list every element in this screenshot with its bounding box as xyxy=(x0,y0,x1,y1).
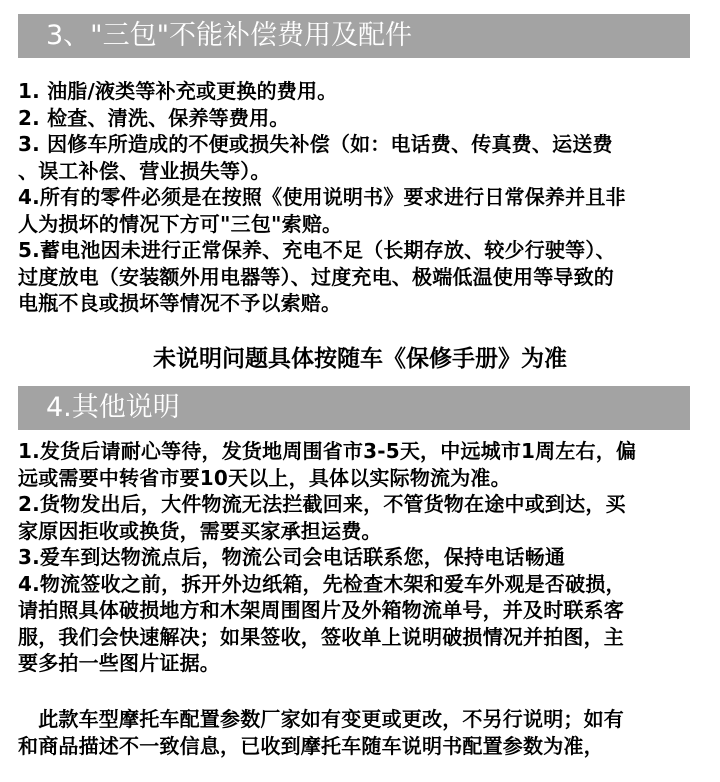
section4-line: 4.物流签收之前，拆开外边纸箱，先检查木架和爱车外观是否破损， xyxy=(18,571,626,596)
section3-line: 人为损坏的情况下方可"三包"索赔。 xyxy=(18,211,343,236)
section4-line: 1.发货后请耐心等待，发货地周围省市3-5天，中远城市1周左右，偏 xyxy=(18,439,637,463)
warranty-manual-note: 未说明问题具体按随车《保修手册》为准 xyxy=(153,346,567,372)
section3-title: 3、"三包"不能补偿费用及配件 xyxy=(46,20,413,51)
section3-line: 电瓶不良或损坏等情况不予以索赔。 xyxy=(18,291,342,315)
section4-body xyxy=(18,438,698,677)
section4-line: 2.货物发出后，大件物流无法拦截回来，不管货物在途中或到达，买 xyxy=(18,492,626,516)
section3-line: 1. 油脂/液类等补充或更换的费用。 xyxy=(18,79,338,103)
section4-line: 远或需要中转省市要10天以上，具体以实际物流为准。 xyxy=(18,465,511,490)
section4-line: 服，我们会快速解决；如果签收，签收单上说明破损情况并拍图，主 xyxy=(18,624,624,649)
section4-line: 请拍照具体破损地方和木架周围图片及外箱物流单号，并及时联系客 xyxy=(18,598,624,622)
section3-line: 2. 检查、清洗、保养等费用。 xyxy=(18,105,290,130)
footer-note xyxy=(18,706,698,759)
section3-body xyxy=(18,78,698,317)
section3-line: 4.所有的零件必须是在按照《使用说明书》要求进行日常保养并且非 xyxy=(18,185,626,209)
section4-header xyxy=(18,386,690,430)
footer-line: 此款车型摩托车配置参数厂家如有变更或更改，不另行说明；如有 xyxy=(18,707,624,731)
section3-line: 5.蓄电池因未进行正常保养、充电不足（长期存放、较少行驶等）、 xyxy=(18,238,616,262)
section4-title: 4.其他说明 xyxy=(46,392,180,423)
footer-line: 和商品描述不一致信息，已收到摩托车随车说明书配置参数为准， xyxy=(18,733,604,758)
section4-line: 家原因拒收或换货，需要买家承担运费。 xyxy=(18,518,382,543)
section3-line: 3. 因修车所造成的不便或损失补偿（如：电话费、传真费、运送费 xyxy=(18,132,613,156)
section4-line: 要多拍一些图片证据。 xyxy=(18,651,220,675)
section3-line: 过度放电（安装额外用电器等）、过度充电、极端低温使用等导致的 xyxy=(18,264,614,289)
section3-line: 、误工补偿、营业损失等）。 xyxy=(18,158,271,183)
section3-header xyxy=(18,14,690,58)
section4-line: 3.爱车到达物流点后，物流公司会电话联系您，保持电话畅通 xyxy=(18,545,566,569)
